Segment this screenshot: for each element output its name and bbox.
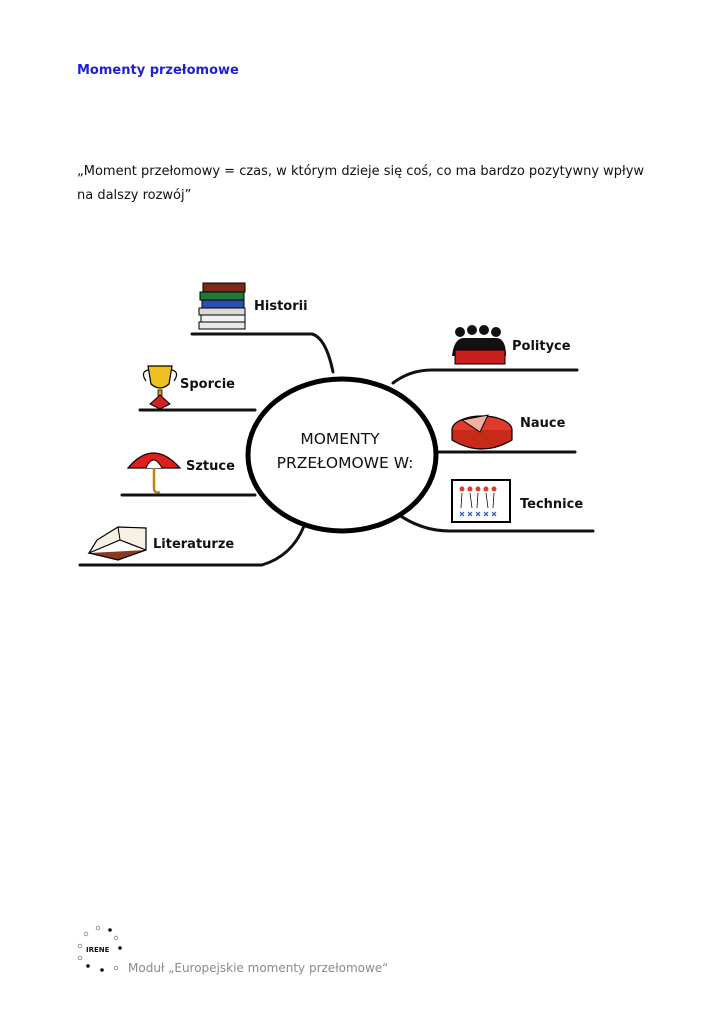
branch-line-historii — [192, 334, 333, 372]
irene-logo — [74, 924, 128, 976]
umbrella-icon — [128, 453, 180, 493]
branch-label-technice: Technice — [520, 497, 584, 512]
irene-logo-text: IRENE — [86, 946, 110, 954]
cheese-icon — [452, 415, 512, 449]
branch-label-nauce: Nauce — [520, 416, 566, 431]
people-icon — [452, 325, 506, 364]
footer-module-text: Moduł „Europejskie momenty przełomowe“ — [128, 961, 389, 975]
books-icon — [199, 283, 245, 329]
branch-label-historii: Historii — [254, 299, 308, 314]
branch-label-sztuce: Sztuce — [186, 459, 235, 474]
board-icon — [452, 480, 510, 522]
branch-label-sporcie: Sporcie — [180, 377, 235, 392]
branch-line-polityce — [393, 370, 577, 383]
page-heading: Momenty przełomowe — [77, 63, 239, 78]
center-line-1: MOMENTY — [300, 430, 380, 448]
open-book-icon — [89, 527, 146, 560]
branch-label-literaturze: Literaturze — [153, 537, 235, 552]
branch-label-polityce: Polityce — [512, 339, 571, 354]
trophy-icon — [143, 366, 176, 409]
definition-quote: „Moment przełomowy = czas, w którym dzieje się coś, co ma bardzo pozytywny wpływ na dalszy rozwój” — [77, 164, 645, 203]
center-line-2: PRZEŁOMOWE W: — [276, 454, 414, 472]
